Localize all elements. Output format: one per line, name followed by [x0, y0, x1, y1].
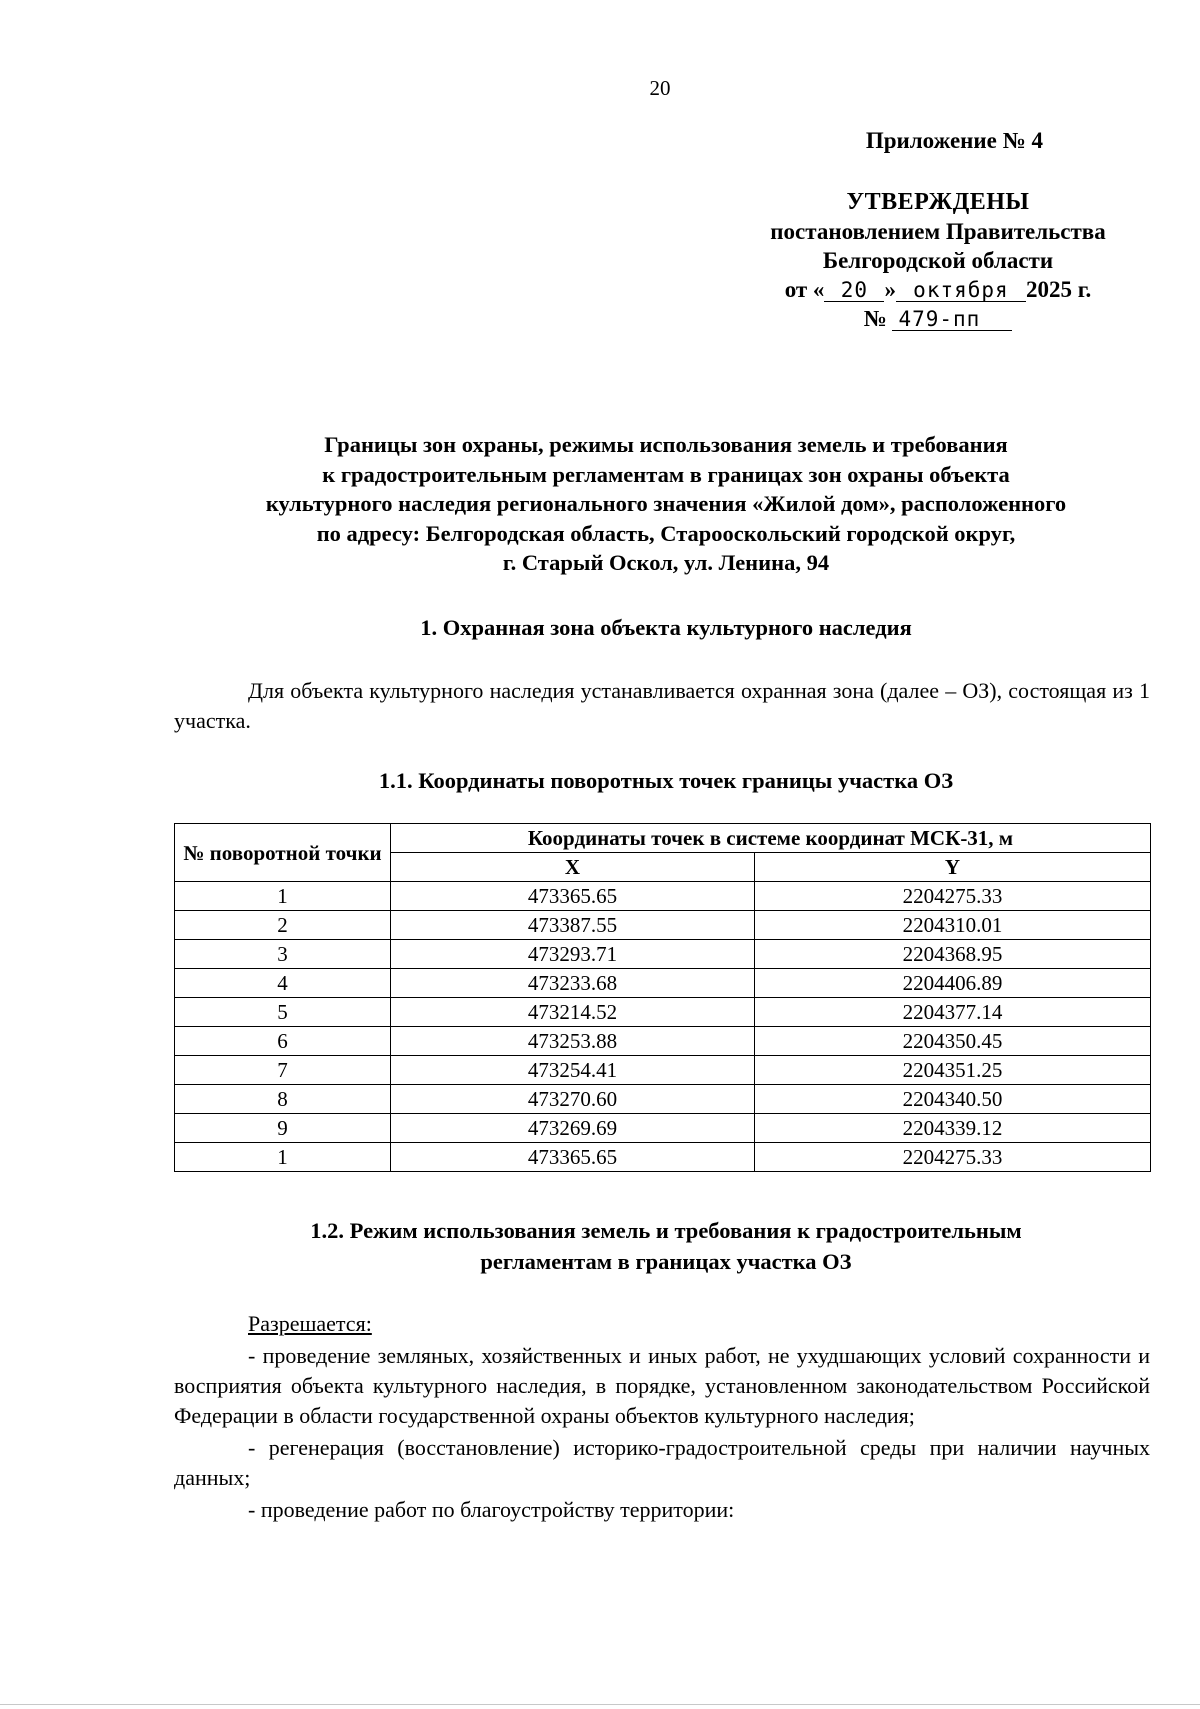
- list-item: - проведение работ по благоустройству территории:: [248, 1497, 735, 1522]
- cell-x: 473387.55: [391, 911, 755, 940]
- cell-x: 473365.65: [391, 1143, 755, 1172]
- approval-block: [730, 188, 1146, 333]
- handwritten-day: 20: [824, 279, 884, 302]
- cell-y: 2204275.33: [755, 1143, 1151, 1172]
- cell-y: 2204368.95: [755, 940, 1151, 969]
- table-row: [175, 1027, 1151, 1056]
- handwritten-month: октября: [896, 279, 1026, 302]
- cell-y: 2204406.89: [755, 969, 1151, 998]
- permitted-label: Разрешается:: [248, 1311, 372, 1336]
- cell-point: 8: [175, 1085, 391, 1114]
- title-line: культурного наследия регионального значения «Жилой дом», расположенного: [265, 491, 1067, 516]
- table-row: [175, 1143, 1151, 1172]
- coordinates-table: [174, 823, 1151, 1172]
- cell-y: 2204339.12: [755, 1114, 1151, 1143]
- cell-y: 2204377.14: [755, 998, 1151, 1027]
- title-line: к градостроительным регламентам в границах зон охраны объекта: [322, 461, 1010, 487]
- header-x: X: [391, 853, 755, 882]
- table-row: [175, 1114, 1151, 1143]
- approved-heading: УТВЕРЖДЕНЫ: [846, 189, 1030, 215]
- cell-point: 1: [175, 882, 391, 911]
- table-row: [175, 998, 1151, 1027]
- cell-x: 473269.69: [391, 1114, 755, 1143]
- title-line: г. Старый Оскол, ул. Ленина, 94: [502, 550, 830, 575]
- cell-point: 6: [175, 1027, 391, 1056]
- cell-point: 2: [175, 911, 391, 940]
- cell-y: 2204351.25: [755, 1056, 1151, 1085]
- cell-point: 4: [175, 969, 391, 998]
- table-row: [175, 1085, 1151, 1114]
- date-year: 2025 г.: [1025, 277, 1092, 302]
- page-number: 20: [649, 76, 671, 100]
- approval-number: [730, 304, 1146, 333]
- subsection-1-2-line: 1.2. Режим использования земель и требования к градостроительным: [310, 1218, 1022, 1243]
- table-row: [175, 1056, 1151, 1085]
- section-1-heading: 1. Охранная зона объекта культурного наследия: [420, 615, 912, 640]
- scan-edge-line: [0, 1704, 1200, 1705]
- cell-point: 7: [175, 1056, 391, 1085]
- cell-x: 473233.68: [391, 969, 755, 998]
- header-coordinates: Координаты точек в системе координат МСК-31, м: [391, 824, 1151, 853]
- table-row: [175, 882, 1151, 911]
- list-item: - проведение земляных, хозяйственных и иных работ, не ухудшающих условий сохранности и восприятия объекта культурного наследия, в порядке, установленном законодательством Российской Федерации в области государственной охраны объектов культурного наследия;: [174, 1343, 1150, 1428]
- table-row: [175, 969, 1151, 998]
- cell-y: 2204310.01: [755, 911, 1151, 940]
- subsection-1-2-line: регламентам в границах участка ОЗ: [480, 1249, 852, 1274]
- date-prefix: от «: [784, 277, 825, 302]
- handwritten-number: 479-пп: [892, 308, 1012, 331]
- intro-paragraph: Для объекта культурного наследия устанавливается охранная зона (далее – ОЗ), состоящая из 1 участка.: [174, 678, 1150, 733]
- list-item: - регенерация (восстановление) историко-градостроительной среды при наличии научных данных;: [174, 1435, 1150, 1490]
- cell-y: 2204350.45: [755, 1027, 1151, 1056]
- appendix-label: Приложение № 4: [865, 128, 1043, 153]
- cell-x: 473254.41: [391, 1056, 755, 1085]
- approval-line-1: постановлением Правительства: [770, 219, 1106, 244]
- cell-x: 473293.71: [391, 940, 755, 969]
- header-y: Y: [755, 853, 1151, 882]
- cell-x: 473365.65: [391, 882, 755, 911]
- table-row: [175, 940, 1151, 969]
- subsection-1-1-heading: 1.1. Координаты поворотных точек границы участка ОЗ: [378, 768, 954, 793]
- document-title: [174, 430, 1158, 578]
- cell-point: 3: [175, 940, 391, 969]
- subsection-1-2-heading: [174, 1215, 1158, 1277]
- cell-x: 473214.52: [391, 998, 755, 1027]
- approval-date: [730, 275, 1146, 304]
- approval-line-2: Белгородской области: [822, 248, 1054, 273]
- cell-y: 2204340.50: [755, 1085, 1151, 1114]
- cell-point: 5: [175, 998, 391, 1027]
- date-mid: »: [884, 277, 896, 302]
- title-line: Границы зон охраны, режимы использования земель и требования: [324, 432, 1008, 457]
- table-row: [175, 911, 1151, 940]
- cell-point: 9: [175, 1114, 391, 1143]
- number-prefix: №: [863, 306, 887, 331]
- title-line: по адресу: Белгородская область, Старооскольский городской округ,: [316, 520, 1016, 546]
- cell-x: 473270.60: [391, 1085, 755, 1114]
- cell-x: 473253.88: [391, 1027, 755, 1056]
- cell-y: 2204275.33: [755, 882, 1151, 911]
- cell-point: 1: [175, 1143, 391, 1172]
- permitted-list: [174, 1341, 1150, 1525]
- header-point-number: № поворотной точки: [175, 824, 391, 882]
